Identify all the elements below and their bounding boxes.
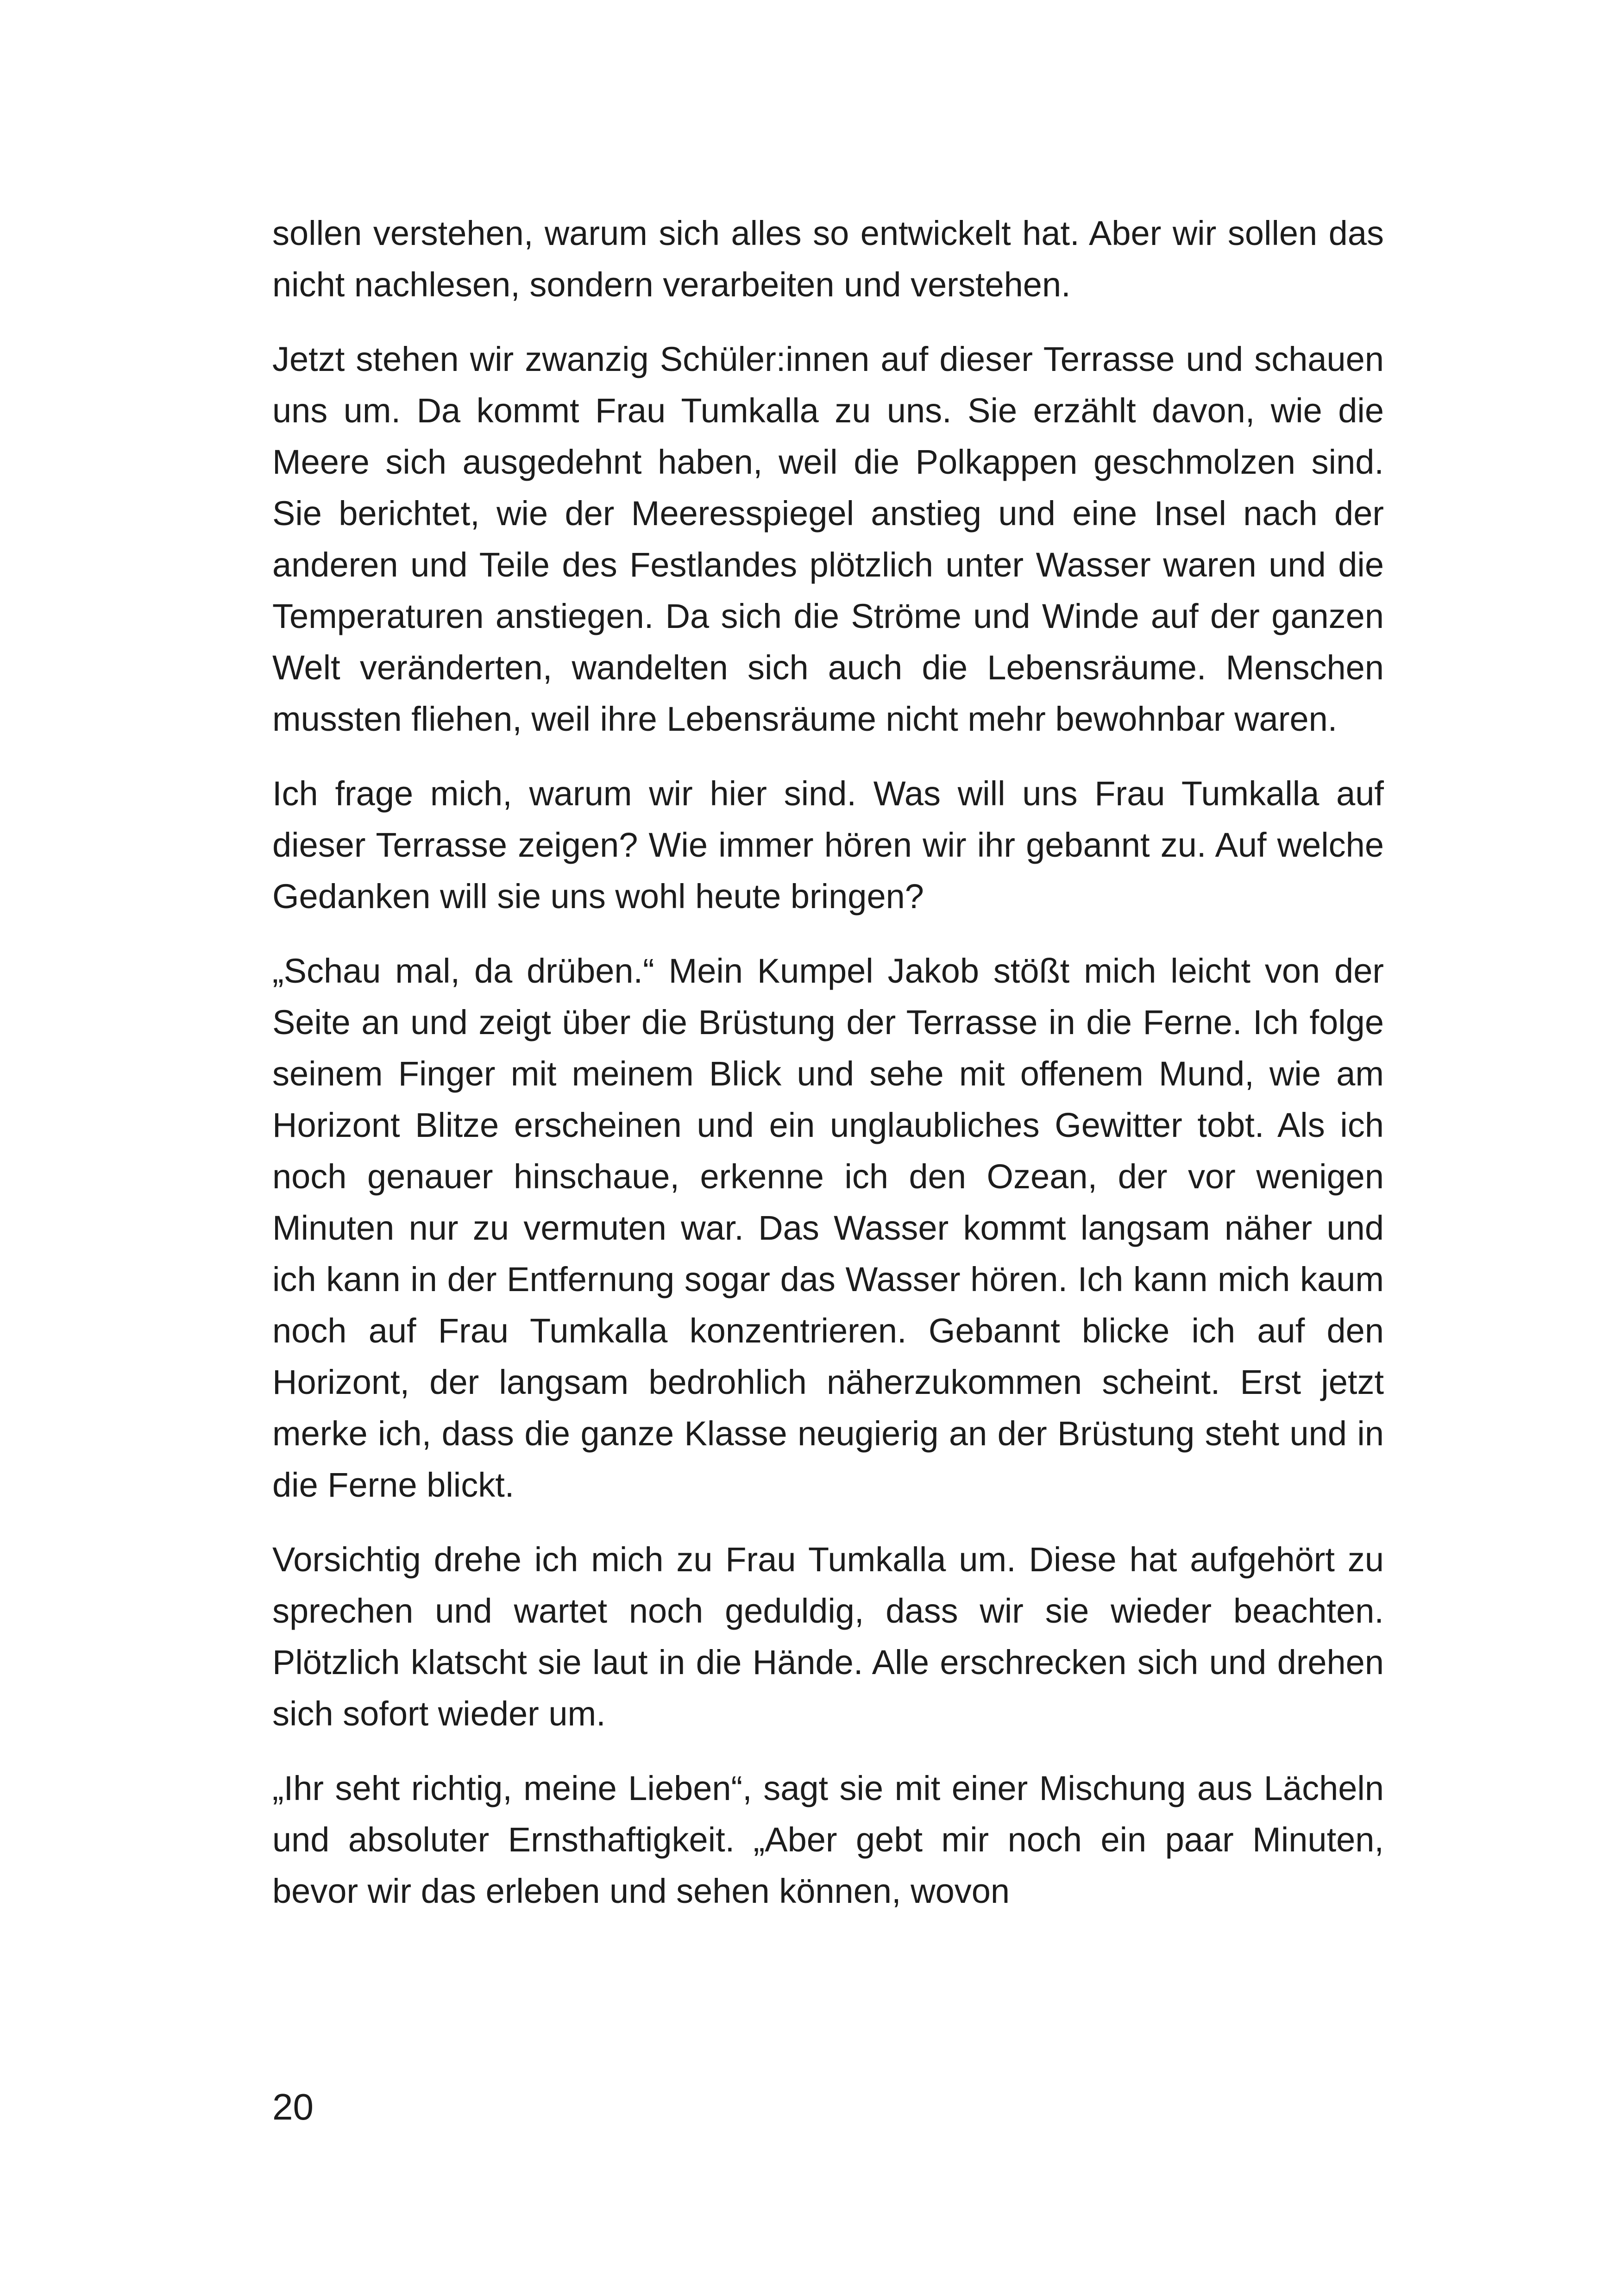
paragraph-6: „Ihr seht richtig, meine Lieben“, sagt sie mit einer Mischung aus Lächeln und absoluter Ernsthaftigkeit. „Aber gebt mir noch ein paar Minuten, bevor wir das erleben und sehen können, wovon	[272, 1769, 1384, 1910]
paragraph-4: „Schau mal, da drüben.“ Mein Kumpel Jakob stößt mich leicht von der Seite an und zeigt über die Brüstung der Terrasse in die Ferne. Ich folge seinem Finger mit meinem Blick und sehe mit offenem Mund, wie am Horizont Blitze erscheinen und ein unglaubliches Gewitter tobt. Als ich noch genauer hinschaue, erkenne ich den Ozean, der vor wenigen Minuten nur zu vermuten war. Das Wasser kommt langsam näher und ich kann in der Entfernung sogar das Wasser hören. Ich kann mich kaum noch auf Frau Tumkalla konzentrieren. Gebannt blicke ich auf den Horizont, der langsam bedrohlich näherzukommen scheint. Erst jetzt merke ich, dass die ganze Klasse neugierig an der Brüstung steht und in die Ferne blickt.	[272, 952, 1384, 1504]
paragraph-3: Ich frage mich, warum wir hier sind. Was will uns Frau Tumkalla auf dieser Terrasse zeigen? Wie immer hören wir ihr gebannt zu. Auf welche Gedanken will sie uns wohl heute bringen?	[272, 774, 1384, 916]
body-text	[272, 207, 1384, 1940]
paragraph-1: sollen verstehen, warum sich alles so entwickelt hat. Aber wir sollen das nicht nachlesen, sondern verarbeiten und verstehen.	[272, 214, 1384, 304]
page-number: 20	[272, 2086, 314, 2127]
paragraph-2: Jetzt stehen wir zwanzig Schüler:innen auf dieser Terrasse und schauen uns um. Da kommt Frau Tumkalla zu uns. Sie erzählt davon, wie die Meere sich ausgedehnt haben, weil die Polkappen geschmolzen sind. Sie berichtet, wie der Meeresspiegel anstieg und eine Insel nach der anderen und Teile des Festlandes plötzlich unter Wasser waren und die Temperaturen anstiegen. Da sich die Ströme und Winde auf der ganzen Welt veränderten, wandelten sich auch die Lebensräume. Menschen mussten fliehen, weil ihre Lebensräume nicht mehr bewohnbar waren.	[272, 340, 1384, 738]
paragraph-5: Vorsichtig drehe ich mich zu Frau Tumkalla um. Diese hat aufgehört zu sprechen und wartet noch geduldig, dass wir sie wieder beachten. Plötzlich klatscht sie laut in die Hände. Alle erschrecken sich und drehen sich sofort wieder um.	[272, 1540, 1384, 1733]
